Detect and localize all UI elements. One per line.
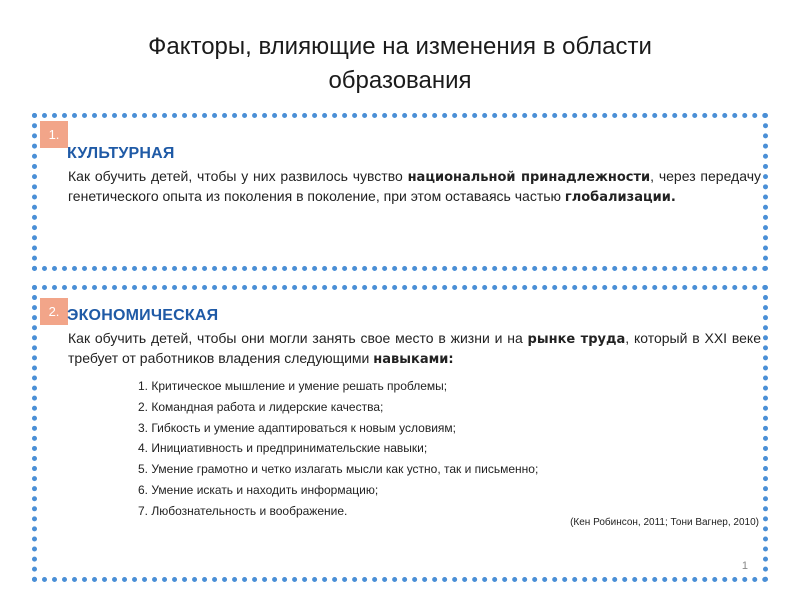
list-item: 3. Гибкость и умение адаптироваться к новым условиям; <box>138 420 456 435</box>
section-economic <box>32 285 768 582</box>
section-heading: ЭКОНОМИЧЕСКАЯ <box>67 307 219 324</box>
list-item: 2. Командная работа и лидерские качества; <box>138 399 384 414</box>
section-cultural <box>32 113 768 271</box>
page-number: 1 <box>741 560 748 572</box>
highlight-term: рынке труда <box>527 332 626 347</box>
slide-title-line1: Факторы, влияющие на изменения в области <box>148 33 652 60</box>
highlight-term: национальной принадлежности <box>407 170 651 185</box>
section-number-badge: 1. <box>40 121 68 148</box>
paragraph-text: , через передачу генетического опыта из поколения в поколение, при этом оставаясь частью <box>68 168 761 204</box>
section-heading: КУЛЬТУРНАЯ <box>67 145 175 162</box>
paragraph-text: Как обучить детей, чтобы у них развилось чувство <box>68 168 408 184</box>
section-paragraph <box>68 329 761 369</box>
list-item: 5. Умение грамотно и четко излагать мысли как устно, так и письменно; <box>138 462 539 477</box>
highlight-term: навыками <box>373 352 449 367</box>
list-item: 6. Умение искать и находить информацию; <box>138 482 379 497</box>
list-item: 1. Критическое мышление и умение решать проблемы; <box>138 379 448 393</box>
paragraph-text: , который в XXI веке требует от работников владения следующими <box>68 330 761 366</box>
citation: (Кен Робинсон, 2011; Тони Вагнер, 2010) <box>570 517 759 528</box>
skills-list <box>138 376 538 522</box>
paragraph-text: Как обучить детей, чтобы они могли занять свое место в жизни и на <box>68 330 528 346</box>
paragraph-text: : <box>448 352 454 367</box>
list-item: 7. Любознательность и воображение. <box>138 503 348 518</box>
slide-title-line2: образования <box>328 67 472 94</box>
section-number-badge: 2. <box>40 298 68 325</box>
section-paragraph <box>68 167 761 207</box>
slide-title <box>60 30 740 98</box>
list-item: 4. Инициативность и предпринимательские навыки; <box>138 441 428 456</box>
highlight-term: глобализации. <box>564 190 676 205</box>
